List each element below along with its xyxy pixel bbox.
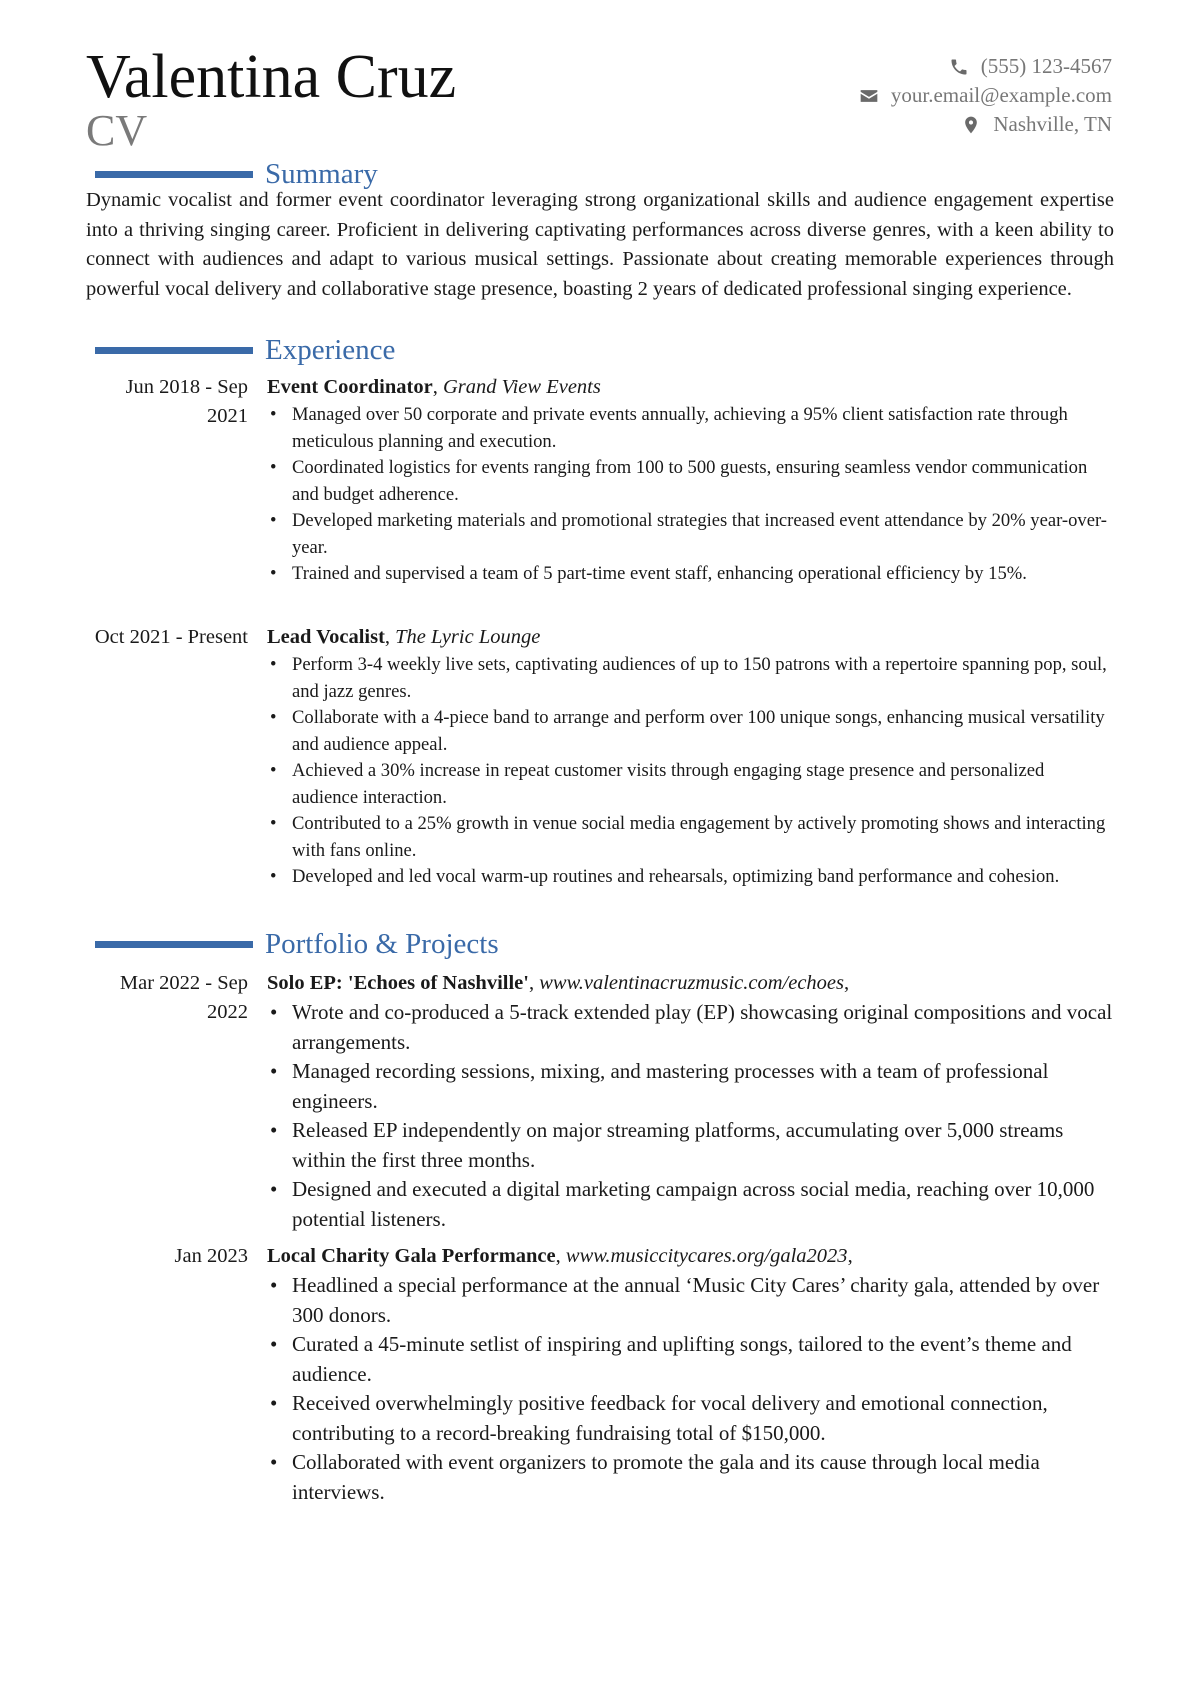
contact-phone [859, 52, 1112, 81]
bullet-item: • Contributed to a 25% growth in venue social media engagement by actively promoting shows and interacting with fans online. [267, 811, 1114, 864]
project-name: Solo EP: 'Echoes of Nashville' [267, 972, 529, 994]
employer: Grand View Events [442, 376, 601, 398]
project-url[interactable]: www.valentinacruzmusic.com/echoes [539, 972, 845, 994]
bullet-item: • Designed and executed a digital marketing campaign across social media, reaching over 10,000 potential listeners. [267, 1175, 1114, 1234]
bullet-list [267, 1271, 1114, 1507]
bullet-item: • Collaborated with event organizers to promote the gala and its cause through local media interviews. [267, 1448, 1114, 1507]
section-bar [95, 347, 253, 354]
entry-body [267, 373, 1114, 588]
entry-date: Jun 2018 - Sep 2021 [125, 376, 248, 427]
email-link[interactable]: your.email@example.com [890, 83, 1112, 107]
contact-block [859, 52, 1112, 139]
employer: The Lyric Lounge [395, 626, 541, 648]
section-header-projects [95, 924, 499, 964]
bullet-item: • Coordinated logistics for events ranging from 100 to 500 guests, ensuring seamless vendor communication and budget adherence. [267, 455, 1114, 508]
entry-date: Mar 2022 - Sep 2022 [119, 972, 248, 1023]
phone-icon [949, 57, 969, 77]
entry-heading: Solo EP: 'Echoes of Nashville', www.valentinacruzmusic.com/echoes, [267, 972, 850, 994]
bullet-item: • Perform 3-4 weekly live sets, captivating audiences of up to 150 patrons with a repertoire spanning pop, soul, and jazz genres. [267, 652, 1114, 705]
location-text: Nashville, TN [993, 112, 1112, 136]
bullet-item: • Curated a 45-minute setlist of inspiring and uplifting songs, tailored to the event’s theme and audience. [267, 1330, 1114, 1389]
entry-heading: Local Charity Gala Performance, www.musiccitycares.org/gala2023, [267, 1245, 853, 1267]
person-name: Valentina Cruz [86, 43, 457, 111]
bullet-list [267, 402, 1114, 588]
document-subtitle: CV [86, 106, 148, 155]
bullet-item: • Headlined a special performance at the annual ‘Music City Cares’ charity gala, attended by over 300 donors. [267, 1271, 1114, 1330]
phone-text: (555) 123-4567 [980, 54, 1112, 78]
project-url[interactable]: www.musiccitycares.org/gala2023 [565, 1245, 848, 1267]
entry-body [267, 1242, 1114, 1507]
bullet-item: • Managed over 50 corporate and private events annually, achieving a 95% client satisfaction rate through meticulous planning and execution. [267, 402, 1114, 455]
bullet-item: • Collaborate with a 4-piece band to arrange and perform over 100 unique songs, enhancing musical versatility and audience appeal. [267, 705, 1114, 758]
contact-location [859, 110, 1112, 139]
entry-date: Oct 2021 - Present [94, 626, 248, 648]
job-title: Event Coordinator [267, 376, 433, 398]
job-title: Lead Vocalist [267, 626, 385, 648]
project-name: Local Charity Gala Performance [267, 1245, 556, 1267]
entry-heading: Lead Vocalist, The Lyric Lounge [267, 626, 541, 648]
bullet-list [267, 998, 1114, 1234]
summary-text: Dynamic vocalist and former event coordinator leveraging strong organizational skills and audience engagement expertise into a thriving singing career. Proficient in delivering captivating performances across diverse genres, with a keen ability to connect with audiences and adapt to various musical settings. Passionate about creating memorable experiences through powerful vocal delivery and collaborative stage presence, boasting 2 years of dedicated professional singing experience. [86, 189, 1114, 300]
section-header-experience [95, 330, 395, 370]
section-title-summary: Summary [265, 157, 378, 190]
section-bar [95, 941, 253, 948]
envelope-icon [859, 86, 879, 106]
bullet-item: • Received overwhelmingly positive feedback for vocal delivery and emotional connection, contributing to a record-breaking fundraising total of $150,000. [267, 1389, 1114, 1448]
entry-body [267, 623, 1114, 891]
bullet-item: • Trained and supervised a team of 5 part-time event staff, enhancing operational efficiency by 15%. [267, 561, 1114, 588]
section-title-projects: Portfolio & Projects [265, 927, 499, 960]
bullet-item: • Released EP independently on major streaming platforms, accumulating over 5,000 streams within the first three months. [267, 1116, 1114, 1175]
section-bar [95, 171, 253, 178]
contact-email [859, 81, 1112, 110]
bullet-item: • Achieved a 30% increase in repeat customer visits through engaging stage presence and personalized audience interaction. [267, 758, 1114, 811]
bullet-item: • Developed and led vocal warm-up routines and rehearsals, optimizing band performance and cohesion. [267, 864, 1114, 891]
bullet-item: • Managed recording sessions, mixing, and mastering processes with a team of professional engineers. [267, 1057, 1114, 1116]
map-marker-icon [961, 115, 981, 135]
entry-body [267, 969, 1114, 1234]
bullet-item: • Wrote and co-produced a 5-track extended play (EP) showcasing original compositions and vocal arrangements. [267, 998, 1114, 1057]
section-title-experience: Experience [265, 333, 396, 366]
bullet-list [267, 652, 1114, 891]
bullet-item: • Developed marketing materials and promotional strategies that increased event attendance by 20% year-over-year. [267, 508, 1114, 561]
entry-date: Jan 2023 [174, 1245, 248, 1267]
entry-heading: Event Coordinator, Grand View Events [267, 376, 601, 398]
